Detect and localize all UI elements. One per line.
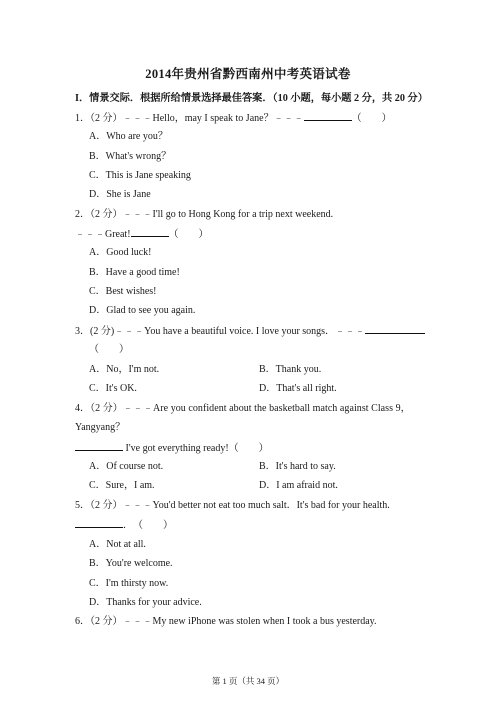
q5-option-b: B．You're welcome. (89, 558, 173, 569)
q2-option-a: A．Good luck! (89, 247, 152, 258)
section-heading: I．情景交际．根据所给情景选择最佳答案．（10 小题，每小题 2 分，共 20 分） (75, 93, 428, 104)
question-2-response: ﹣﹣﹣Great! （ ） (75, 229, 209, 240)
q3-option-c: C．It's OK. (89, 383, 137, 394)
q2-option-b: B．Have a good time! (89, 267, 180, 278)
q4-option-b: B．It's hard to say. (259, 461, 336, 472)
q5-option-c: C．I'm thirsty now. (89, 578, 169, 589)
question-4-stem: 4．（2 分）﹣﹣﹣Are you confident about the basketball match against Class 9， (75, 403, 411, 414)
q3-option-d: D．That's all right. (259, 383, 337, 394)
page-footer: 第 1 页（共 34 页） (211, 676, 285, 686)
question-3-paren: （ ） (89, 344, 129, 355)
question-2-stem: 2．（2 分）﹣﹣﹣I'll go to Hong Kong for a trip next weekend. (75, 209, 334, 220)
question-6-stem: 6．（2 分）﹣﹣﹣My new iPhone was stolen when I took a bus yesterday. (75, 616, 377, 627)
answer-blank (304, 111, 352, 121)
question-4-response: I've got everything ready!（ ） (75, 441, 269, 455)
q2-option-c: C．Best wishes! (89, 286, 157, 297)
question-1-stem: 1．（2 分）﹣﹣﹣Hello，may I speak to Jane？﹣﹣﹣ （ ） (75, 113, 392, 124)
q2-option-d: D．Glad to see you again. (89, 305, 196, 316)
exam-title: 2014年贵州省黔西南州中考英语试卷 (145, 67, 351, 81)
answer-blank (75, 518, 123, 528)
q3-option-b: B．Thank you. (259, 364, 322, 375)
question-5-stem: 5．（2 分）﹣﹣﹣You'd better not eat too much salt．It's bad for your health. (75, 500, 390, 511)
q4-option-c: C．Sure，I am. (89, 480, 155, 491)
answer-blank (365, 324, 425, 334)
answer-blank (75, 441, 123, 451)
q1-option-d: D．She is Jane (89, 189, 151, 200)
q1-option-a: A．Who are you？ (89, 131, 168, 142)
question-5-response: ．（ ） (75, 518, 173, 532)
q5-option-a: A．Not at all. (89, 539, 146, 550)
question-3-stem: 3．(2 分)﹣﹣﹣You have a beautiful voice. I love your songs．﹣﹣﹣ (75, 324, 425, 338)
q5-option-d: D．Thanks for your advice. (89, 597, 202, 608)
question-4-stem-cont: Yangyang？ (75, 422, 126, 433)
q1-option-c: C．This is Jane speaking (89, 170, 191, 181)
answer-blank (131, 227, 169, 237)
q4-option-d: D．I am afraid not. (259, 480, 338, 491)
q1-option-b: B．What's wrong？ (89, 151, 172, 162)
q3-option-a: A．No，I'm not. (89, 364, 160, 375)
q4-option-a: A．Of course not. (89, 461, 164, 472)
